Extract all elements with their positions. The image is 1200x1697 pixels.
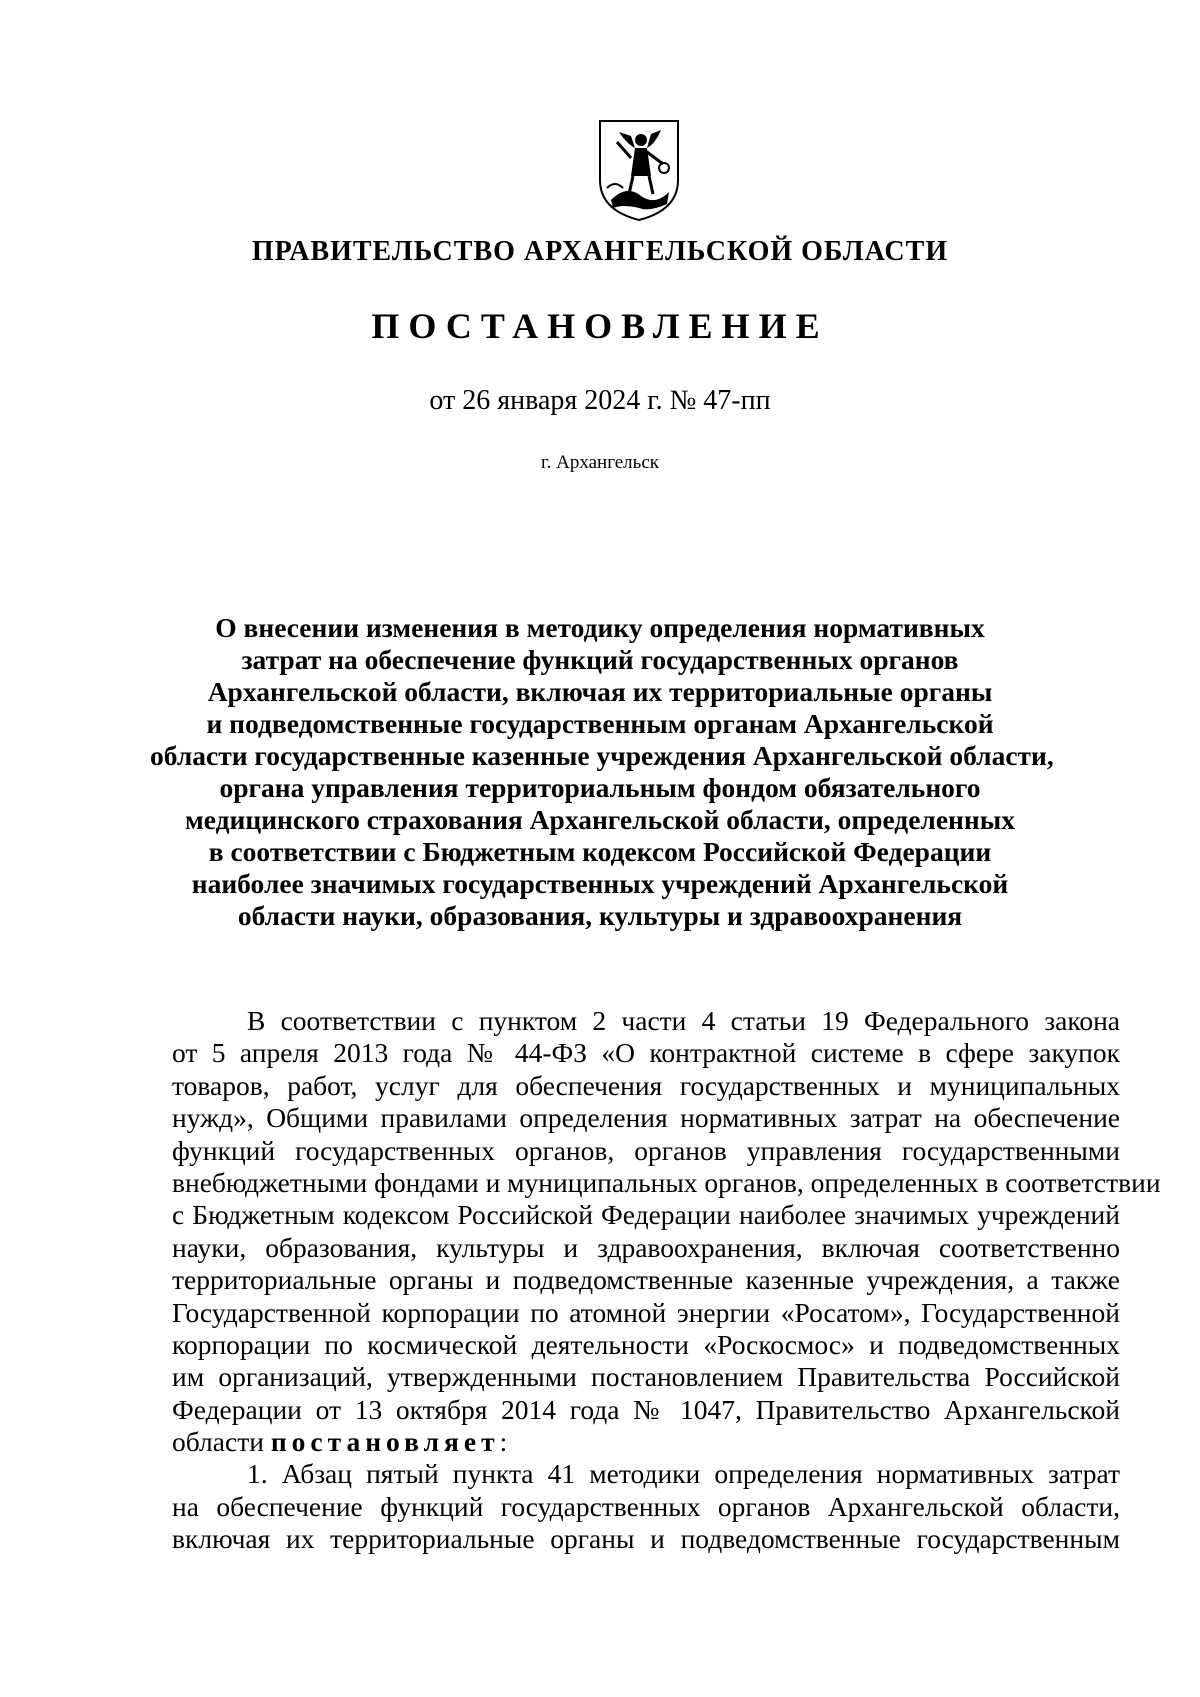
title-line: Архангельской области, включая их территориальные органы	[207, 676, 993, 707]
title-line: и подведомственные государственным органам Архангельской	[206, 708, 994, 739]
resolves-suffix: :	[499, 1426, 508, 1458]
title-line: органа управления территориальным фондом обязательного	[219, 772, 981, 803]
organization-name: ПРАВИТЕЛЬСТВО АРХАНГЕЛЬСКОЙ ОБЛАСТИ	[251, 236, 949, 267]
item-line: включая их территориальные органы и подведомственные государственным	[172, 1523, 1120, 1555]
body-line: товаров, работ, услуг для обеспечения государственных и муниципальных	[172, 1069, 1120, 1101]
body-line: с Бюджетным кодексом Российской Федерации наиболее значимых учреждений	[172, 1199, 1120, 1231]
document-body	[172, 1005, 1161, 1556]
document-title	[150, 612, 1054, 932]
document-date-number: от 26 января 2024 г. № 47-пп	[429, 385, 771, 416]
body-line: территориальные органы и подведомственные казенные учреждения, а также	[172, 1264, 1120, 1296]
title-line: в соответствии с Бюджетным кодексом Российской Федерации	[208, 836, 992, 867]
title-line: области науки, образования, культуры и здравоохранения	[237, 900, 963, 931]
body-line: Федерации от 13 октября 2014 года № 1047, Правительство Архангельской	[172, 1393, 1120, 1425]
title-line: затрат на обеспечение функций государственных органов	[241, 644, 959, 675]
body-line: Государственной корпорации по атомной энергии «Росатом», Государственной	[172, 1296, 1120, 1328]
title-line: наиболее значимых государственных учреждений Архангельской	[191, 868, 1009, 899]
arkhangelsk-coat-of-arms-icon	[597, 118, 681, 223]
body-line: внебюджетными фондами и муниципальных органов, определенных в соответствии	[172, 1166, 1161, 1198]
body-line: от 5 апреля 2013 года № 44-ФЗ «О контрактной системе в сфере закупок	[172, 1037, 1120, 1069]
title-line: медицинского страхования Архангельской области, определенных	[185, 804, 1015, 835]
item-line: 1. Абзац пятый пункта 41 методики определения нормативных затрат	[247, 1458, 1120, 1490]
resolves-word: постановляет	[270, 1426, 500, 1458]
body-line: науки, образования, культуры и здравоохранения, включая соответственно	[172, 1231, 1120, 1263]
item-line: на обеспечение функций государственных органов Архангельской области,	[172, 1490, 1120, 1522]
body-line: корпорации по космической деятельности «Роскосмос» и подведомственных	[172, 1328, 1120, 1360]
body-line: функций государственных органов, органов управления государственными	[172, 1134, 1120, 1166]
body-line: им организаций, утвержденными постановлением Правительства Российской	[172, 1361, 1120, 1393]
title-line: О внесении изменения в методику определения нормативных	[215, 612, 985, 643]
title-line: области государственные казенные учреждения Архангельской области,	[150, 740, 1054, 771]
document-type: ПОСТАНОВЛЕНИЕ	[371, 306, 829, 346]
resolves-prefix: области	[172, 1426, 271, 1458]
resolves-line	[172, 1426, 1120, 1458]
body-line: нужд», Общими правилами определения нормативных затрат на обеспечение	[172, 1102, 1120, 1134]
body-line: В соответствии с пунктом 2 части 4 статьи 19 Федерального закона	[247, 1005, 1120, 1036]
document-city: г. Архангельск	[540, 452, 659, 473]
